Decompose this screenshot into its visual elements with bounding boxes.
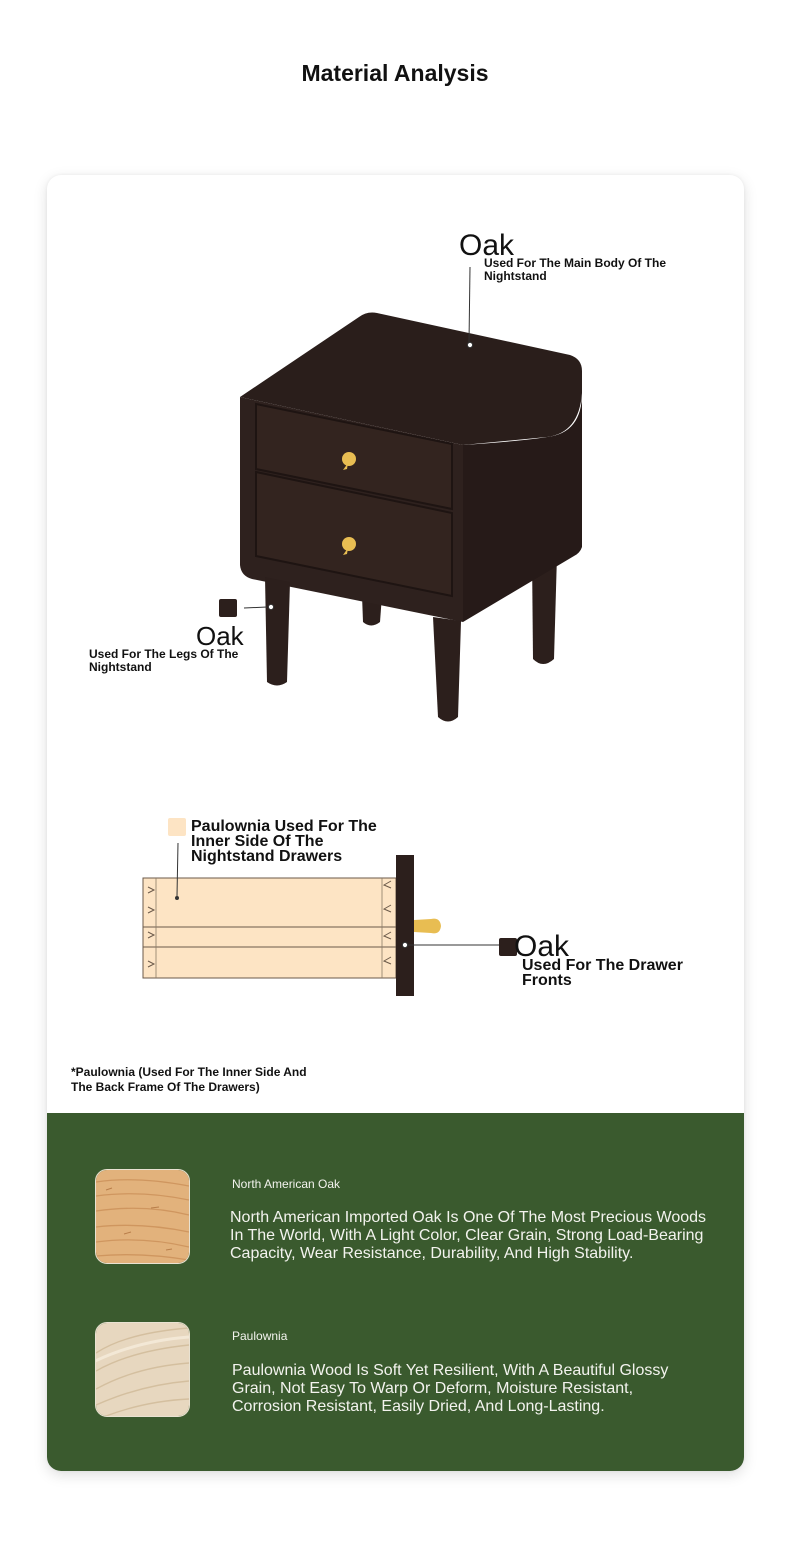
footnote: *Paulownia (Used For The Inner Side And The Back Frame Of The Drawers) [71,1065,307,1094]
paulownia-material-name: Paulownia [232,1329,288,1343]
oak-material-name: North American Oak [232,1177,341,1191]
front-leg-left [265,577,290,686]
legs-oak-swatch [219,599,237,617]
materials-panel [47,1113,744,1471]
inner-callout-dot [175,896,179,900]
legs-callout-dot [268,604,273,609]
oak-sample-image [95,1169,190,1264]
drawer-front-description: Used For The Drawer Fronts [522,957,683,989]
oak-material-description: North American Imported Oak Is One Of The Most Precious Woods In The World, With A Light Color, Clear Grain, Strong Load-Bearing Capacity, Wear Resistance, Durability, And High Stability. [230,1209,707,1262]
bottom-drawer-knob [342,537,356,551]
drawer-cross-section [143,855,441,996]
paulownia-material-description: Paulownia Wood Is Soft Yet Resilient, With A Beautiful Glossy Grain, Not Easy To Warp Or Deform, Moisture Resistant, Corrosion Resistant, Easily Dried, And Long-Lasting. [232,1362,669,1415]
legs-material-label: Oak [196,621,244,651]
paulownia-sample-image [95,1322,190,1417]
legs-callout-line [244,607,267,608]
page-title: Material Analysis [301,60,489,86]
body-material-label: Oak [459,229,515,262]
top-drawer-knob [342,452,356,466]
legs-material-description: Used For The Legs Of The Nightstand [89,647,239,674]
front-callout-dot [402,942,407,947]
front-leg-right [433,617,461,722]
body-material-description: Used For The Main Body Of The Nightstand [484,256,667,283]
paulownia-swatch [168,818,186,836]
material-card [47,175,744,1471]
drawer-front-material-label: Oak [514,930,570,963]
drawer-inner-description: Paulownia Used For The Inner Side Of The Nightstand Drawers [191,818,377,865]
body-callout-line [469,267,470,343]
body-callout-dot [467,342,472,347]
